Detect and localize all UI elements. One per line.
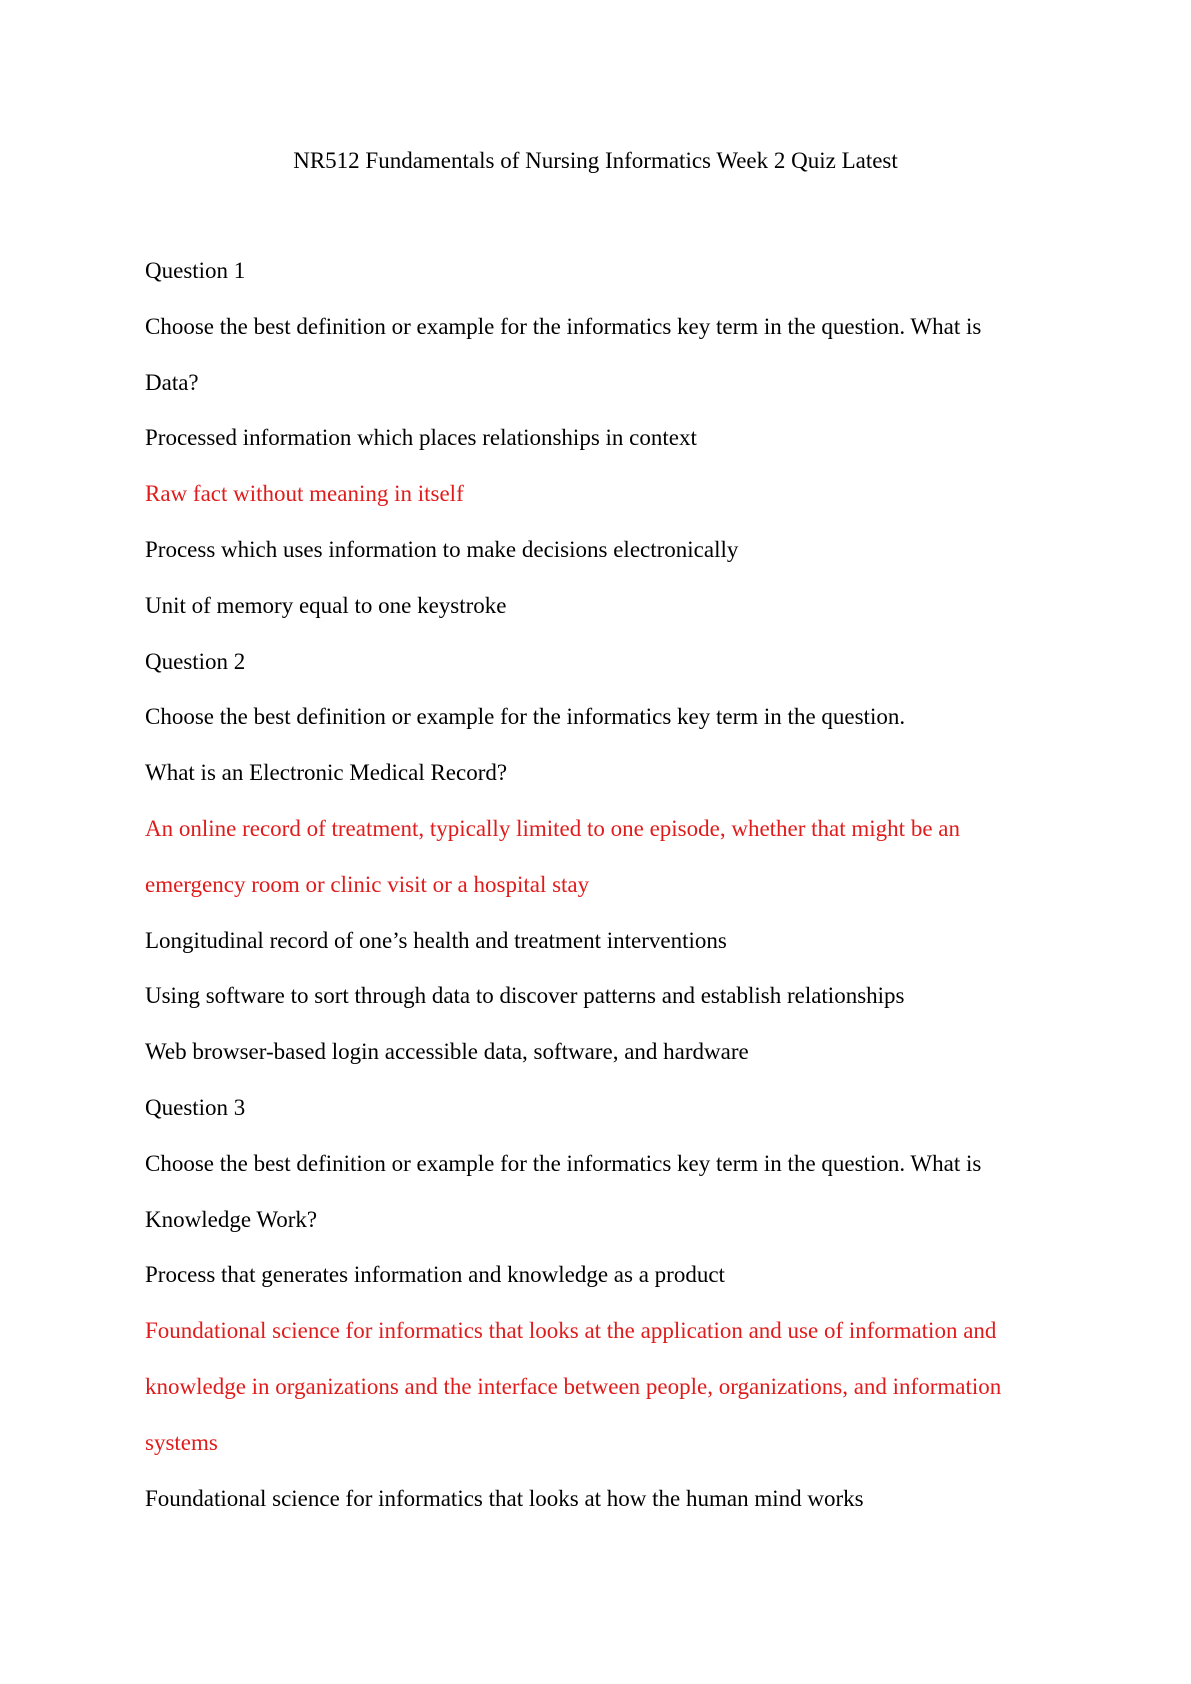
question-prompt: Knowledge Work?	[145, 1206, 318, 1232]
answer-option: Longitudinal record of one’s health and treatment interventions	[145, 927, 727, 953]
answer-option: Web browser-based login accessible data, software, and hardware	[145, 1039, 749, 1065]
question-prompt: Choose the best definition or example for the informatics key term in the question.	[145, 704, 906, 730]
correct-answer-option: An online record of treatment, typically limited to one episode, whether that might be an	[145, 815, 960, 841]
question-heading: Question 3	[145, 1094, 246, 1120]
correct-answer-option: systems	[145, 1429, 218, 1455]
question-prompt: Choose the best definition or example for the informatics key term in the question. What is	[145, 313, 982, 339]
answer-option: Unit of memory equal to one keystroke	[145, 592, 507, 618]
correct-answer-option: knowledge in organizations and the interface between people, organizations, and information	[145, 1373, 1002, 1399]
document-body	[145, 256, 1065, 1539]
correct-answer-option: Raw fact without meaning in itself	[145, 481, 464, 507]
correct-answer-option: Foundational science for informatics that looks at the application and use of information and	[145, 1318, 997, 1344]
answer-option: Process that generates information and knowledge as a product	[145, 1262, 725, 1288]
answer-option: Processed information which places relationships in context	[145, 425, 697, 451]
correct-answer-option: emergency room or clinic visit or a hospital stay	[145, 871, 590, 897]
answer-option: Foundational science for informatics that looks at how the human mind works	[145, 1485, 864, 1511]
question-prompt: What is an Electronic Medical Record?	[145, 760, 508, 786]
answer-option: Using software to sort through data to discover patterns and establish relationships	[145, 983, 905, 1009]
question-heading: Question 2	[145, 648, 246, 674]
question-heading: Question 1	[145, 258, 246, 283]
document-title: NR512 Fundamentals of Nursing Informatics Week 2 Quiz Latest	[293, 148, 898, 173]
question-prompt: Data?	[145, 369, 199, 395]
answer-option: Process which uses information to make decisions electronically	[145, 536, 739, 562]
question-prompt: Choose the best definition or example for the informatics key term in the question. What is	[145, 1150, 982, 1176]
